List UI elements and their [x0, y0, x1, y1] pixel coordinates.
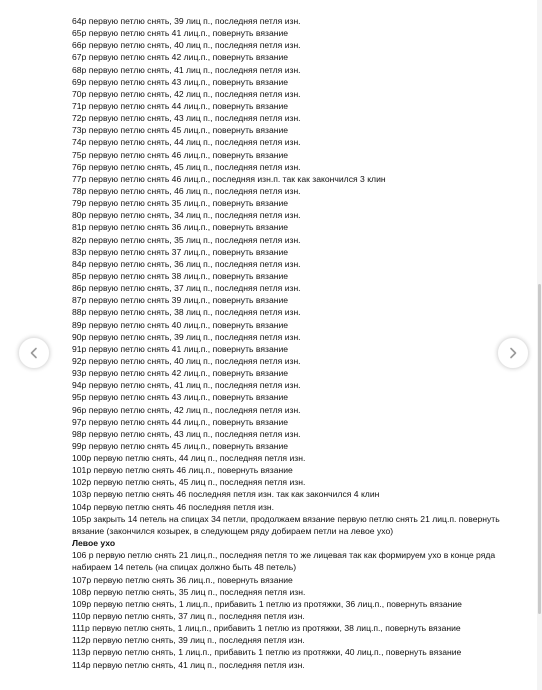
- scrollbar-thumb[interactable]: [538, 284, 541, 614]
- document-line: 83р первую петлю снять 37 лиц.п., повернуть вязание: [72, 246, 289, 257]
- document-line: 77р первую петлю снять 46 лиц.п., последняя изн.п. так как закончился 3 клин: [72, 173, 386, 184]
- document-line: 97р первую петлю снять 44 лиц.п., повернуть вязание: [72, 416, 289, 427]
- document-line: 90р первую петлю снять, 39 лиц п., последняя петля изн.: [72, 331, 301, 342]
- document-line: 107р первую петлю снять 36 лиц.п., повернуть вязание: [72, 574, 293, 585]
- document-line: 65р первую петлю снять 41 лиц.п., повернуть вязание: [72, 28, 289, 39]
- document-line: 84р первую петлю снять, 36 лиц п., последняя петля изн.: [72, 258, 301, 269]
- document-line: 70р первую петлю снять, 42 лиц п., последняя петля изн.: [72, 88, 301, 99]
- document-line: 113р первую петлю снять, 1 лиц.п., прибавить 1 петлю из протяжки, 40 лиц.п., повернуть вязание: [72, 647, 462, 658]
- chevron-left-icon: [28, 347, 40, 359]
- document-line: 96р первую петлю снять, 42 лиц п., последняя петля изн.: [72, 404, 301, 415]
- document-line: 89р первую петлю снять 40 лиц.п., повернуть вязание: [72, 319, 289, 330]
- previous-page-button[interactable]: [18, 337, 50, 369]
- document-line: 94р первую петлю снять, 41 лиц п., последняя петля изн.: [72, 380, 301, 391]
- document-line: 86р первую петлю снять, 37 лиц п., последняя петля изн.: [72, 283, 301, 294]
- document-line: 88р первую петлю снять, 38 лиц п., последняя петля изн.: [72, 307, 301, 318]
- document-line: 111р первую петлю снять, 1 лиц.п., прибавить 1 петлю из протяжки, 38 лиц.п., повернуть вязание: [72, 623, 461, 634]
- document-line: 95р первую петлю снять 43 лиц.п., повернуть вязание: [72, 392, 289, 403]
- document-line: 106 р первую петлю снять 21 лиц.п., последняя петля то же лицевая так как формируем ухо в конце ряда набираем 14 петель (на спицах должно быть 48 петель): [72, 550, 496, 573]
- document-line: 112р первую петлю снять, 39 лиц п., последняя петля изн.: [72, 635, 305, 646]
- document-line: 68р первую петлю снять, 41 лиц п., последняя петля изн.: [72, 64, 301, 75]
- document-line: 79р первую петлю снять 35 лиц.п., повернуть вязание: [72, 198, 289, 209]
- document-line: 85р первую петлю снять 38 лиц.п., повернуть вязание: [72, 270, 289, 281]
- document-line: 76р первую петлю снять, 45 лиц п., последняя петля изн.: [72, 161, 301, 172]
- document-line: 102р первую петлю снять, 45 лиц п., последняя петля изн.: [72, 477, 306, 488]
- document-line: 100р первую петлю снять, 44 лиц п., последняя петля изн.: [72, 453, 306, 464]
- document-line: 66р первую петлю снять, 40 лиц п., последняя петля изн.: [72, 40, 301, 51]
- document-line: 81р первую петлю снять 36 лиц.п., повернуть вязание: [72, 222, 289, 233]
- document-line: 101р первую петлю снять 46 лиц.п., повернуть вязание: [72, 465, 293, 476]
- document-line: 80р первую петлю снять, 34 лиц п., последняя петля изн.: [72, 210, 301, 221]
- next-page-button[interactable]: [497, 337, 529, 369]
- document-line: 75р первую петлю снять 46 лиц.п., повернуть вязание: [72, 149, 289, 160]
- document-line: 105р закрыть 14 петель на спицах 34 петли, продолжаем вязание первую петлю снять 21 лиц.п. повернуть вязание (закончился козырек, в следующем ряду добираем петли на левое ухо): [72, 513, 500, 536]
- document-line: 67р первую петлю снять 42 лиц.п., повернуть вязание: [72, 52, 289, 63]
- document-line: 72р первую петлю снять, 43 лиц п., последняя петля изн.: [72, 113, 301, 124]
- document-line: 99р первую петлю снять 45 лиц.п., повернуть вязание: [72, 440, 289, 451]
- document-line: 91р первую петлю снять 41 лиц.п., повернуть вязание: [72, 343, 289, 354]
- document-line: 93р первую петлю снять 42 лиц.п., повернуть вязание: [72, 368, 289, 379]
- document-line: 78р первую петлю снять, 46 лиц п., последняя петля изн.: [72, 185, 301, 196]
- chevron-right-icon: [507, 347, 519, 359]
- section-heading: Левое ухо: [72, 538, 116, 549]
- document-line: 92р первую петлю снять, 40 лиц п., последняя петля изн.: [72, 355, 301, 366]
- document-line: 109р первую петлю снять, 1 лиц.п., прибавить 1 петлю из протяжки, 36 лиц.п., повернуть вязание: [72, 598, 462, 609]
- document-page: [72, 15, 512, 671]
- document-line: 110р первую петлю снять, 37 лиц п., последняя петля изн.: [72, 610, 305, 621]
- document-line: 82р первую петлю снять, 35 лиц п., последняя петля изн.: [72, 234, 301, 245]
- document-line: 64р первую петлю снять, 39 лиц п., последняя петля изн.: [72, 16, 301, 26]
- document-line: 114р первую петлю снять, 41 лиц п., последняя петля изн.: [72, 659, 305, 670]
- document-line: 103р первую петлю снять 46 последняя петля изн. так как закончился 4 клин: [72, 489, 380, 500]
- document-line: 108р первую петлю снять, 35 лиц п., последняя петля изн.: [72, 586, 306, 597]
- document-line: 98р первую петлю снять, 43 лиц п., последняя петля изн.: [72, 428, 301, 439]
- document-line: 87р первую петлю снять 39 лиц.п., повернуть вязание: [72, 295, 289, 306]
- document-line: 69р первую петлю снять 43 лиц.п., повернуть вязание: [72, 76, 289, 87]
- document-line: 74р первую петлю снять, 44 лиц п., последняя петля изн.: [72, 137, 301, 148]
- document-line: 73р первую петлю снять 45 лиц.п., повернуть вязание: [72, 125, 289, 136]
- document-line: 71р первую петлю снять 44 лиц.п., повернуть вязание: [72, 100, 289, 111]
- document-line: 104р первую петлю снять 46 последняя петля изн.: [72, 501, 275, 512]
